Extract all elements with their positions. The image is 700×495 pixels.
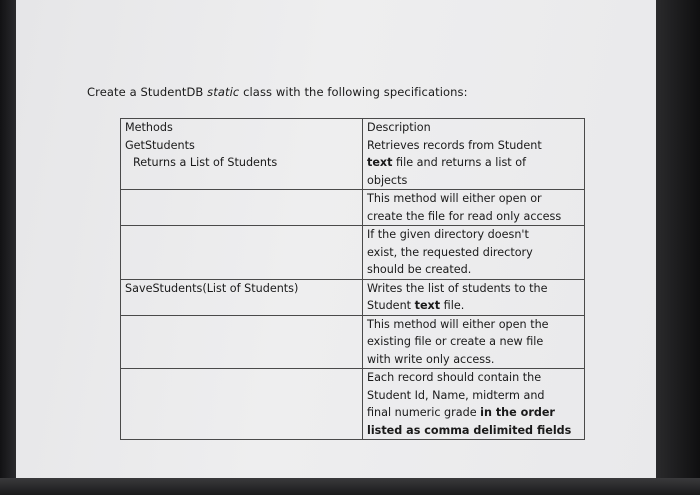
table-row (121, 279, 585, 315)
heading-text-end: class with the following specifications: (239, 85, 468, 99)
method-cell (121, 226, 363, 280)
description-cell (363, 226, 585, 280)
desc-line: Writes the list of students to the (367, 281, 548, 295)
table-row (121, 315, 585, 369)
description-cell (363, 315, 585, 369)
table-row (121, 369, 585, 440)
desc-line: existing file or create a new file (367, 335, 544, 348)
method-savestudents: SaveStudents(List of Students) (125, 281, 299, 295)
desc-text: Student (367, 299, 415, 312)
desc-text: file. (440, 299, 465, 312)
method-cell (121, 279, 363, 315)
desc-bold-text: text (414, 299, 441, 312)
desc-text: final numeric grade (367, 406, 481, 419)
desc-line: If the given directory doesn't (367, 228, 529, 241)
desc-line: should be created. (367, 263, 472, 276)
desc-line: create the file for read only access (367, 209, 562, 223)
monitor-bezel-bottom (0, 478, 700, 495)
method-getstudents-returns: Returns a List of Students (133, 156, 278, 169)
table-row (121, 190, 585, 226)
method-cell (121, 369, 363, 440)
table-row (121, 226, 585, 280)
desc-line (367, 297, 581, 315)
header-description: Description (367, 121, 431, 134)
method-getstudents: GetStudents (125, 138, 195, 152)
table-row (121, 119, 585, 190)
method-cell (121, 190, 363, 226)
description-cell (363, 279, 585, 315)
desc-line: This method will either open the (367, 317, 549, 331)
description-cell (363, 119, 585, 190)
monitor-bezel-left (0, 0, 16, 495)
heading-italic-word: static (207, 85, 240, 99)
desc-line (367, 154, 581, 172)
desc-bold-text: in the order (480, 406, 555, 419)
header-methods: Methods (125, 121, 173, 134)
desc-line: Retrieves records from Student (367, 138, 542, 152)
desc-line: exist, the requested directory (367, 245, 533, 259)
desc-line: Student Id, Name, midterm and (367, 388, 545, 402)
method-cell (121, 119, 363, 190)
description-cell (363, 190, 585, 226)
desc-line: This method will either open or (367, 192, 542, 205)
desc-text: file and returns a list of (392, 156, 527, 169)
heading-text-start: Create a StudentDB (87, 85, 208, 99)
desc-line: objects (367, 173, 408, 187)
specification-table (120, 118, 585, 440)
desc-line (367, 404, 581, 422)
desc-line: Each record should contain the (367, 371, 542, 384)
assignment-heading (87, 85, 468, 99)
monitor-bezel-right (656, 0, 700, 495)
method-cell (121, 315, 363, 369)
desc-line: listed as comma delimited fields (367, 423, 572, 437)
description-cell (363, 369, 585, 440)
desc-bold-text: text (367, 156, 393, 169)
desc-line: with write only access. (367, 352, 495, 366)
